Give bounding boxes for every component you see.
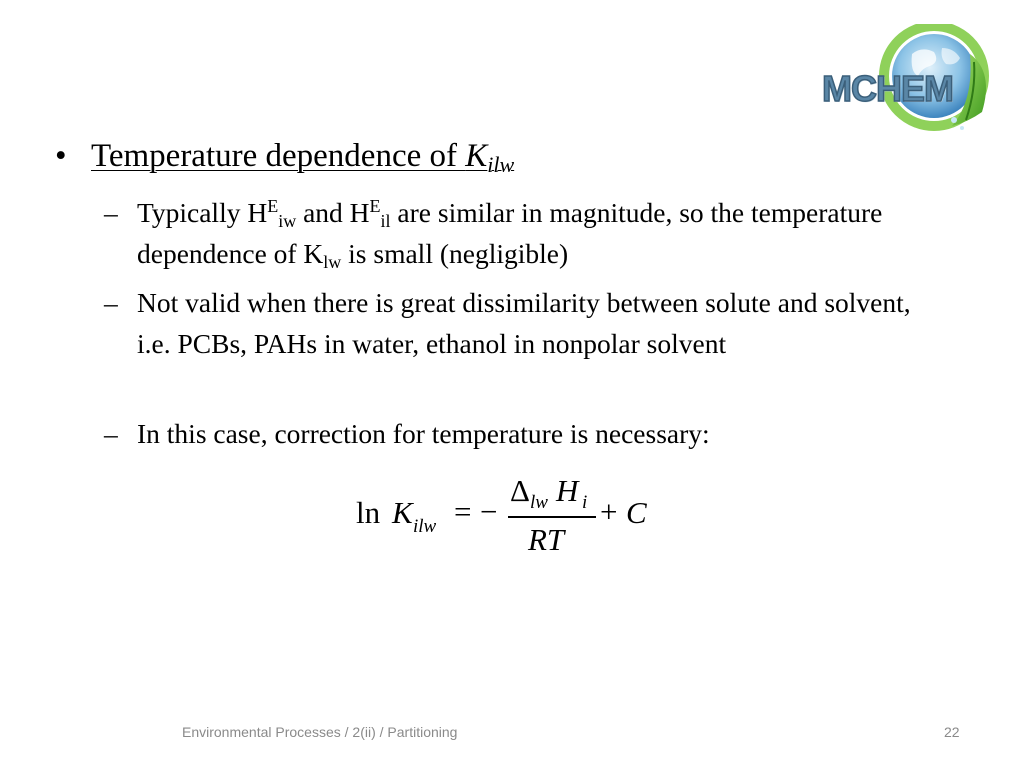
eq-ln: ln: [356, 495, 381, 530]
fraction-bar: [508, 516, 596, 518]
text-part: Typically H: [137, 197, 268, 228]
footer-text: Environmental Processes / 2(ii) / Partitioning: [182, 724, 458, 740]
eq-H: H: [556, 473, 579, 508]
heading-prefix: Temperature dependence of: [91, 138, 466, 174]
sub-bullet-3-text: In this case, correction for temperature is necessary:: [137, 418, 710, 449]
superscript: E: [369, 196, 381, 216]
subscript: iw: [278, 211, 297, 231]
eq-equals: =: [454, 494, 472, 529]
text-part: are similar in magnitude, so the temperature dependence of K: [137, 197, 883, 269]
eq-delta-subscript: lw: [530, 492, 548, 513]
main-heading: [91, 136, 514, 176]
eq-K: K: [392, 495, 413, 530]
dash-2: –: [104, 287, 118, 318]
equation: [350, 472, 670, 568]
sub-bullet-1-text: [137, 192, 947, 274]
superscript: E: [267, 196, 279, 216]
page-number: 22: [944, 724, 960, 740]
eq-K-subscript: ilw: [413, 516, 437, 537]
heading-subscript: ilw: [487, 152, 515, 177]
eq-H-subscript: i: [582, 492, 588, 513]
eq-C: C: [626, 495, 647, 530]
eq-plus: +: [600, 494, 618, 529]
subscript: lw: [323, 252, 342, 272]
sub-bullet-2-text: Not valid when there is great dissimilarity between solute and solvent, i.e. PCBs, PAHs in water, ethanol in nonpolar solvent: [137, 287, 911, 359]
bullet-dot: •: [55, 138, 67, 174]
text-part: and H: [296, 197, 370, 228]
logo-text: MCHEM: [822, 68, 953, 109]
heading-variable: K: [465, 138, 488, 174]
eq-minus: −: [480, 494, 498, 529]
eq-denominator: RT: [528, 522, 565, 557]
text-part: is small (negligible): [341, 238, 569, 269]
mchem-logo: [812, 24, 1002, 142]
eq-delta: Δ: [510, 473, 530, 508]
dash-3: –: [104, 418, 118, 449]
dash-1: –: [104, 197, 118, 228]
subscript: il: [380, 211, 391, 231]
